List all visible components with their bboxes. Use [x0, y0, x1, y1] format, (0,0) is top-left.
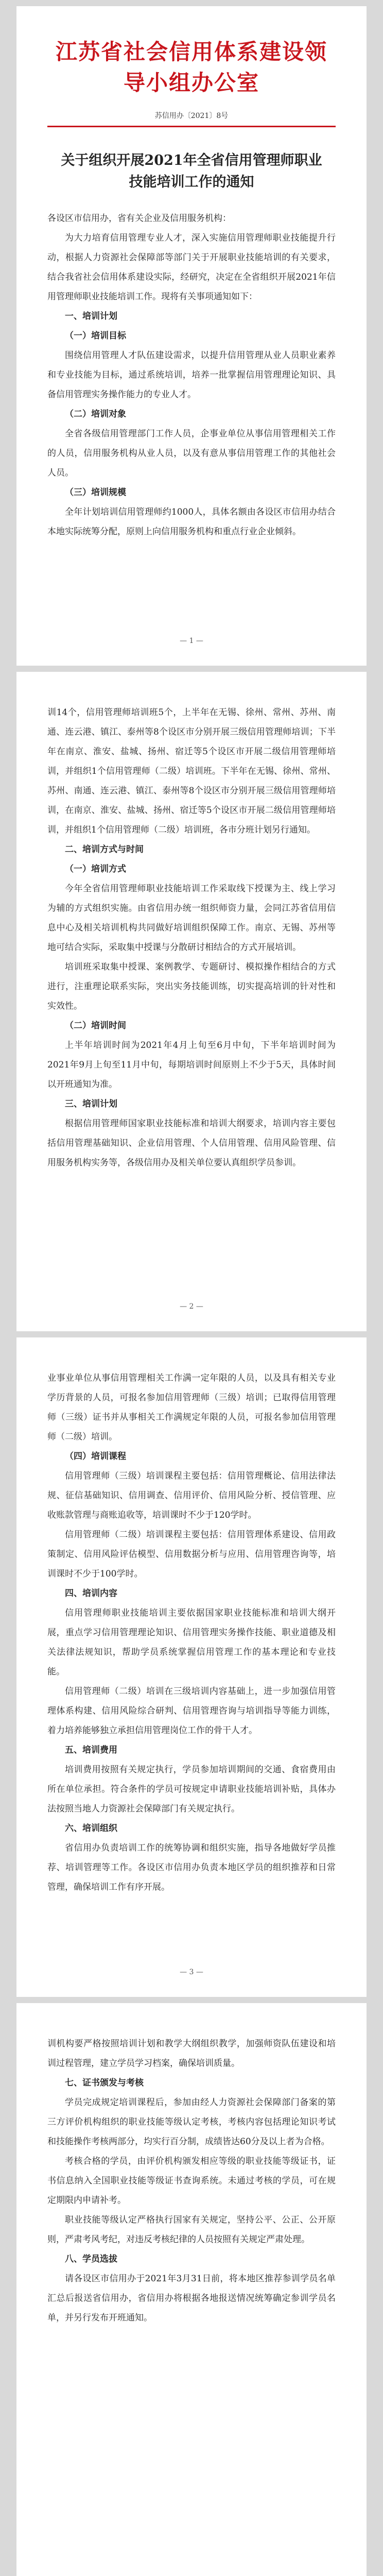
- body-paragraph: 学员完成规定培训课程后，参加由经人力资源社会保障部门备案的第三方评价机构组织的职业技能等级认定考核，考核内容包括理论知识考试和技能操作考核两部分，均实行百分制，成绩皆达60分及以上者为合格。: [47, 2097, 336, 2147]
- org-title: 江苏省社会信用体系建设领导小组办公室: [55, 39, 327, 95]
- body-paragraph: 职业技能等级认定严格执行国家有关规定，坚持公平、公正、公开原则，严肃考风考纪，对违反考核纪律的人员按照有关规定严肃处理。: [47, 2215, 336, 2245]
- body-paragraph: 上半年培训时间为2021年4月上旬至6月中旬，下半年培训时间为2021年9月上旬至11月中旬，每期培训时间原则上不少于5天，具体时间以开班通知为准。: [47, 1040, 336, 1090]
- page-number: — 1 —: [180, 637, 203, 645]
- notice-title: [47, 150, 336, 193]
- body-paragraph: 信用管理师（三级）培训课程主要包括：信用管理概论、信用法律法规、征信基础知识、信用调查、信用评价、信用风险分析、授信管理、应收账款管理与商账追收等，培训课时不少于120学时。: [47, 1471, 336, 1520]
- page-3: [16, 1337, 367, 1997]
- section-heading: 三、培训计划: [65, 1099, 117, 1109]
- body-paragraph: 各设区市信用办，省有关企业及信用服务机构：: [47, 213, 231, 224]
- notice-title-line-1: 关于组织开展2021年全省信用管理师职业: [61, 152, 322, 168]
- section-heading: 六、培训组织: [65, 1823, 117, 1834]
- subsection-heading: （一）培训目标: [65, 331, 126, 341]
- body-paragraph: 培训班采取集中授课、案例教学、专题研讨、模拟操作相结合的方式进行，注重理论联系实际，突出实务技能训练，切实提高培训的针对性和实效性。: [47, 962, 336, 1011]
- page-4-body: [47, 2034, 336, 2328]
- section-heading: 七、证书颁发与考核: [65, 2078, 144, 2088]
- page-1-body: [47, 209, 336, 541]
- body-paragraph: 今年全省信用管理师职业技能培训工作采取线下授课为主、线上学习为辅的方式组织实施。由省信用办统一组织师资力量，会同江苏省信用信息中心及相关培训机构共同做好培训组织保障工作。南京、无锡、苏州等地可结合实际，采取集中授课与分散研讨相结合的方式开展培训。: [47, 884, 336, 953]
- body-paragraph: 为大力培育信用管理专业人才，深入实施信用管理师职业技能提升行动，根据人力资源社会保障部等部门关于开展职业技能培训的有关要求，结合我省社会信用体系建设实际，经研究，决定在全省组织开展2021年信用管理师职业技能培训工作。现将有关事项通知如下：: [47, 233, 336, 302]
- section-heading: 八、学员选拔: [65, 2254, 117, 2264]
- body-paragraph: 信用管理师（二级）培训课程主要包括：信用管理体系建设、信用政策制定、信用风险评估模型、信用数据分析与应用、信用管理咨询等，培训课时不少于100学时。: [47, 1530, 336, 1579]
- body-paragraph: 根据信用管理师国家职业技能标准和培训大纲要求，培训内容主要包括信用管理基础知识、企业信用管理、个人信用管理、信用风险管理、信用服务机构实务等，各级信用办及相关单位要认真组织学员参训。: [47, 1118, 336, 1168]
- section-heading: 四、培训内容: [65, 1588, 117, 1599]
- body-paragraph: 信用管理师（二级）培训在三级培训内容基础上，进一步加强信用管理体系构建、信用风险综合研判、信用管理咨询与培训指导等能力训练，着力培养能够独立承担信用管理岗位工作的骨干人才。: [47, 1686, 336, 1736]
- section-heading: 五、培训费用: [65, 1745, 117, 1755]
- body-paragraph: 信用管理师职业技能培训主要依据国家职业技能标准和培训大纲开展，重点学习信用管理理论知识、信用管理实务操作技能、职业道德及相关法律法规知识，帮助学员系统掌握信用管理工作的基本理论和专业技能。: [47, 1608, 336, 1677]
- subsection-heading: （二）培训对象: [65, 409, 126, 419]
- page-2: [16, 672, 367, 1331]
- body-paragraph: 全年计划培训信用管理师约1000人，具体名额由各设区市信用办结合本地实际统筹分配，原则上向信用服务机构和重点行业企业倾斜。: [47, 507, 336, 537]
- section-heading: 一、培训计划: [65, 311, 117, 321]
- page-number: — 3 —: [180, 1968, 203, 1976]
- notice-title-line-2: 技能培训工作的通知: [129, 174, 254, 190]
- page-2-body: [47, 703, 336, 1173]
- body-paragraph: 请各设区市信用办于2021年3月31日前，将本地区推荐参训学员名单汇总后报送省信用办，省信用办将根据各地报送情况统筹确定参训学员名单，并另行发布开班通知。: [47, 2274, 336, 2323]
- page-3-body: [47, 1368, 336, 1897]
- body-paragraph: 全省各级信用管理部门工作人员，企事业单位从事信用管理相关工作的人员，信用服务机构从业人员，以及有意从事信用管理工作的其他社会人员。: [47, 429, 336, 478]
- body-paragraph: 训14个，信用管理师培训班5个，上半年在无锡、徐州、常州、苏州、南通、连云港、镇江、泰州等8个设区市分别开展三级信用管理师培训；下半年在南京、淮安、盐城、扬州、宿迁等5个设区市开展二级信用管理师培训，并组织1个信用管理师（二级）培训班。下半年在无锡、徐州、常州、苏州、南通、连云港、镇江、泰州等8个设区市分别开展三级信用管理师培训，在南京、淮安、盐城、扬州、宿迁等5个设区市开展二级信用管理师培训，并组织1个信用管理师（二级）培训班，各市分班计划另行通知。: [47, 707, 336, 835]
- page-4: [16, 2003, 367, 2576]
- subsection-heading: （一）培训方式: [65, 864, 126, 874]
- body-paragraph: 培训费用按照有关规定执行，学员参加培训期间的交通、食宿费用由所在单位承担。符合条件的学员可按规定申请职业技能培训补贴，具体办法按照当地人力资源社会保障部门有关规定执行。: [47, 1765, 336, 1814]
- body-paragraph: 业事业单位从事信用管理相关工作满一定年限的人员，以及具有相关专业学历背景的人员，可报名参加信用管理师（三级）培训；已取得信用管理师（三级）证书并从事相关工作满规定年限的人员，可报名参加信用管理师（二级）培训。: [47, 1373, 336, 1442]
- body-paragraph: 训机构要严格按照培训计划和教学大纲组织教学，加强师资队伍建设和培训过程管理，建立学员学习档案，确保培训质量。: [47, 2039, 336, 2069]
- page-1: [16, 6, 367, 666]
- section-heading: 二、培训方式与时间: [65, 844, 144, 855]
- doc-number: 苏信用办〔2021〕8号: [154, 112, 229, 120]
- body-paragraph: 省信用办负责培训工作的统筹协调和组织实施，指导各地做好学员推荐、培训管理等工作。各设区市信用办负责本地区学员的组织推荐和日常管理，确保培训工作有序开展。: [47, 1843, 336, 1892]
- red-separator: [47, 126, 336, 127]
- subsection-heading: （三）培训规模: [65, 487, 126, 498]
- body-paragraph: 考核合格的学员，由评价机构颁发相应等级的职业技能等级证书，证书信息纳入全国职业技能等级证书查询系统。未通过考核的学员，可在规定期限内申请补考。: [47, 2156, 336, 2206]
- body-paragraph: 围绕信用管理人才队伍建设需求，以提升信用管理从业人员职业素养和专业技能为目标，通过系统培训，培养一批掌握信用管理理论知识、具备信用管理实务操作能力的专业人才。: [47, 350, 336, 400]
- subsection-heading: （四）培训课程: [65, 1451, 126, 1462]
- page-number: — 2 —: [180, 1302, 203, 1311]
- subsection-heading: （二）培训时间: [65, 1021, 126, 1031]
